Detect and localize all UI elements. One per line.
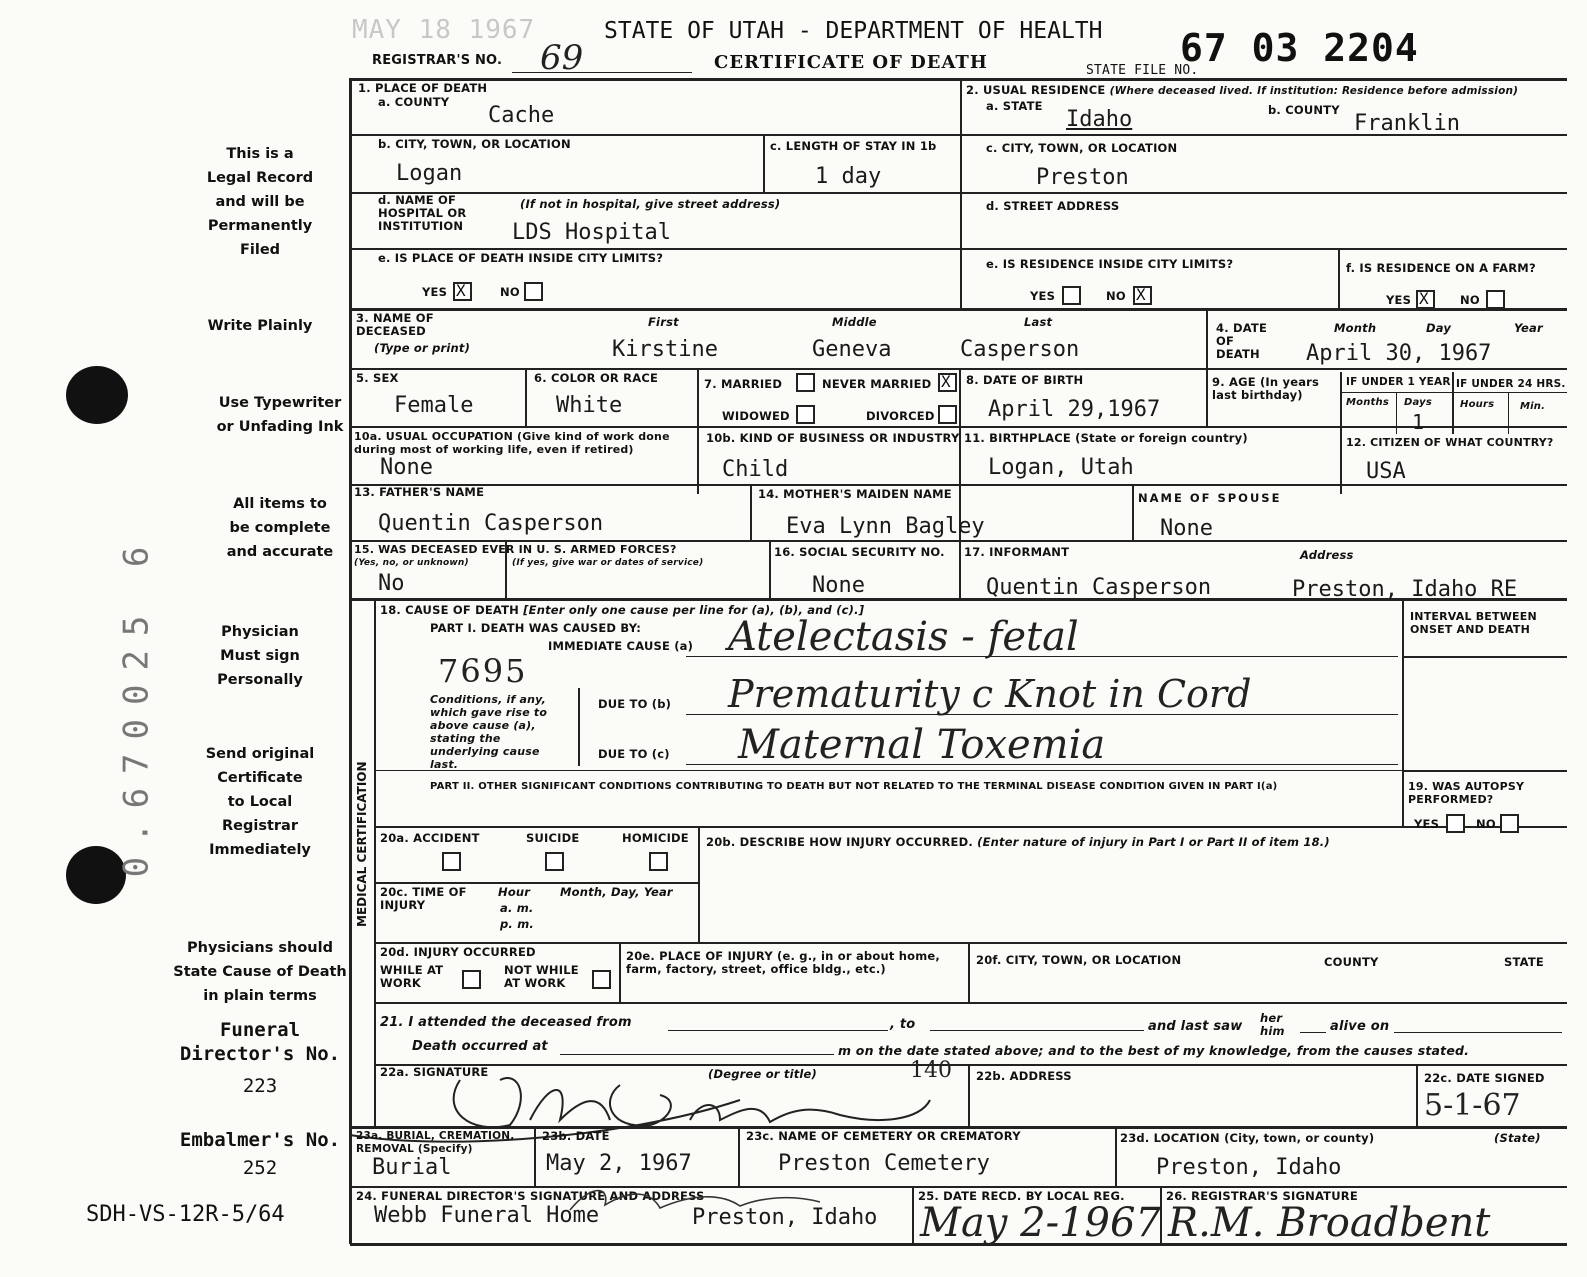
- residence-county-label: b. COUNTY: [1268, 103, 1340, 117]
- medical-certification-label: MEDICAL CERTIFICATION: [355, 761, 369, 927]
- injury-city-label: 20f. CITY, TOWN, OR LOCATION: [976, 953, 1182, 967]
- autopsy-yes-label: YES: [1414, 817, 1440, 831]
- sex-label: 5. SEX: [356, 371, 399, 385]
- last-saw-line: [1300, 1032, 1326, 1033]
- burial-value: Burial: [372, 1155, 452, 1180]
- to-label: , to: [890, 1017, 916, 1032]
- race-value: White: [556, 393, 623, 418]
- usual-residence-label: 2. USUAL RESIDENCE (Where deceased lived. If institution: Residence before admission): [966, 83, 1519, 97]
- cause-a-value: Atelectasis - fetal: [728, 614, 1079, 660]
- embalmer-no-block: Embalmer's No. 252: [179, 1129, 341, 1179]
- injury-state-label: STATE: [1504, 955, 1544, 969]
- city-value: Logan: [396, 161, 463, 186]
- informant-address-label: Address: [1300, 548, 1354, 562]
- date-of-birth-value: April 29,1967: [988, 397, 1161, 422]
- registrar-no: 69: [540, 38, 584, 78]
- mother-value: Eva Lynn Bagley: [786, 514, 985, 539]
- interval-label: INTERVAL BETWEEN ONSET AND DEATH: [1410, 610, 1537, 636]
- signature-address-label: 22b. ADDRESS: [976, 1069, 1072, 1083]
- on-date-label: m on the date stated above; and to the best of my knowledge, from the causes stated.: [838, 1043, 1470, 1058]
- state-file-label: STATE FILE NO.: [1086, 63, 1199, 78]
- first-name-label: First: [648, 315, 679, 329]
- cause-of-death-label: 18. CAUSE OF DEATH [Enter only one cause per line for (a), (b), and (c).]: [380, 603, 865, 617]
- middle-name-value: Geneva: [812, 337, 892, 362]
- cause-b-value: Prematurity c Knot in Cord: [728, 672, 1252, 716]
- suicide-checkbox[interactable]: [545, 852, 564, 871]
- street-address-label: d. STREET ADDRESS: [986, 199, 1120, 213]
- date-of-death-label: 4. DATE OF DEATH: [1216, 321, 1268, 361]
- county-label: a. COUNTY: [378, 95, 450, 109]
- inside-city-limits-label: e. IS PLACE OF DEATH INSIDE CITY LIMITS?: [378, 251, 664, 265]
- county-value: Cache: [488, 103, 555, 128]
- divorced-checkbox[interactable]: [938, 405, 957, 424]
- armed-forces-value: No: [378, 571, 405, 596]
- age-days-value: 1: [1412, 410, 1425, 434]
- due-to-c-label: DUE TO (c): [598, 747, 670, 761]
- state-file-number: 67 03 2204: [1180, 26, 1419, 70]
- typewriter-note: Use Typewriter or Unfading Ink: [216, 395, 344, 435]
- birthplace-value: Logan, Utah: [988, 455, 1134, 480]
- spouse-value: None: [1160, 516, 1213, 541]
- conditions-label: Conditions, if any, which gave rise to above cause (a), stating the underlying cause last.: [430, 693, 548, 771]
- divorced-label: DIVORCED: [866, 409, 935, 423]
- not-while-at-work-checkbox[interactable]: [592, 970, 611, 989]
- funeral-director-signature: [560, 1180, 840, 1220]
- length-of-stay-label: c. LENGTH OF STAY IN 1b: [770, 139, 937, 153]
- pm-label: p. m.: [500, 917, 534, 931]
- vertical-certificate-number: 0.670025 6: [116, 532, 157, 878]
- birthplace-label: 11. BIRTHPLACE (State or foreign country): [964, 431, 1248, 445]
- agency-title: STATE OF UTAH - DEPARTMENT OF HEALTH: [604, 18, 1103, 44]
- last-name-value: Casperson: [960, 337, 1080, 362]
- never-married-checkbox[interactable]: X: [938, 373, 957, 392]
- first-name-value: Kirstine: [612, 337, 718, 362]
- while-at-work-checkbox[interactable]: [462, 970, 481, 989]
- date-of-death-value: April 30, 1967: [1306, 341, 1492, 366]
- death-occurred-label: Death occurred at: [412, 1039, 548, 1054]
- informant-value: Quentin Casperson: [986, 575, 1212, 600]
- married-checkbox[interactable]: [796, 373, 815, 392]
- date-of-birth-label: 8. DATE OF BIRTH: [966, 373, 1084, 387]
- dod-day-label: Day: [1426, 321, 1452, 335]
- while-at-work-label: WHILE AT WORK: [380, 963, 444, 990]
- residence-inside-no-label: NO: [1106, 289, 1126, 303]
- residence-inside-no-checkbox[interactable]: X: [1133, 286, 1152, 305]
- degree-number: 140: [910, 1058, 952, 1083]
- residence-city-label: c. CITY, TOWN, OR LOCATION: [986, 141, 1178, 155]
- date-signed-value: 5-1-67: [1424, 1088, 1521, 1123]
- accident-checkbox[interactable]: [442, 852, 461, 871]
- alive-on-line: [1394, 1032, 1562, 1033]
- place-inside-yes-label: YES: [422, 285, 448, 299]
- business-label: 10b. KIND OF BUSINESS OR INDUSTRY: [706, 431, 960, 445]
- burial-date-value: May 2, 1967: [546, 1151, 692, 1176]
- ssn-label: 16. SOCIAL SECURITY NO.: [774, 545, 945, 559]
- physicians-should-note: Physicians should State Cause of Death in plain terms: [173, 940, 347, 1004]
- injury-county-label: COUNTY: [1324, 955, 1379, 969]
- hour-label: Hour: [498, 885, 531, 899]
- under-24-label: IF UNDER 24 HRS.: [1456, 378, 1566, 390]
- homicide-checkbox[interactable]: [649, 852, 668, 871]
- burial-date-label: 23b. DATE: [542, 1129, 610, 1143]
- due-to-b-label: DUE TO (b): [598, 697, 672, 711]
- business-value: Child: [722, 457, 789, 482]
- city-label: b. CITY, TOWN, OR LOCATION: [378, 137, 571, 151]
- funeral-director-label: 24. FUNERAL DIRECTOR'S SIGNATURE AND ADDRESS: [356, 1189, 705, 1203]
- type-or-print-label: (Type or print): [374, 341, 471, 355]
- age-label: 9. AGE (In years last birthday): [1212, 375, 1320, 402]
- certificate-title: CERTIFICATE OF DEATH: [714, 52, 988, 73]
- occupation-value: None: [380, 455, 433, 480]
- residence-inside-limits-label: e. IS RESIDENCE INSIDE CITY LIMITS?: [986, 257, 1234, 271]
- sex-value: Female: [394, 393, 474, 418]
- physician-note: Physician Must sign Personally: [217, 624, 303, 688]
- farm-yes-label: YES: [1386, 293, 1412, 307]
- citizen-value: USA: [1366, 459, 1406, 484]
- accident-label: 20a. ACCIDENT: [380, 831, 480, 845]
- margin-code: 7695: [438, 652, 528, 690]
- autopsy-no-label: NO: [1476, 817, 1496, 831]
- cemetery-label: 23c. NAME OF CEMETERY OR CREMATORY: [746, 1129, 1021, 1143]
- burial-label: 23a. BURIAL, CREMATION, REMOVAL (Specify): [356, 1130, 515, 1155]
- legal-record-note: This is a Legal Record and will be Permanently Filed: [206, 146, 314, 258]
- residence-inside-yes-label: YES: [1030, 289, 1056, 303]
- farm-label: f. IS RESIDENCE ON A FARM?: [1346, 261, 1536, 275]
- date-signed-label: 22c. DATE SIGNED: [1424, 1071, 1545, 1085]
- homicide-label: HOMICIDE: [622, 831, 689, 845]
- widowed-label: WIDOWED: [722, 409, 790, 423]
- injury-occurred-label: 20d. INJURY OCCURRED: [380, 945, 536, 959]
- location-state-label: (State): [1494, 1131, 1541, 1145]
- dod-year-label: Year: [1514, 321, 1543, 335]
- conditions-bracket: [578, 688, 580, 766]
- registrar-signature-value: R.M. Broadbent: [1168, 1200, 1491, 1246]
- send-original-note: Send original Certificate to Local Registrar Immediately: [205, 746, 315, 858]
- registrar-no-label: REGISTRAR'S NO.: [372, 53, 503, 68]
- location-label: 23d. LOCATION (City, town, or county): [1120, 1131, 1375, 1145]
- residence-inside-yes-checkbox[interactable]: [1062, 286, 1081, 305]
- date-received-label: 25. DATE RECD. BY LOCAL REG.: [918, 1189, 1125, 1203]
- under-1-year-label: IF UNDER 1 YEAR: [1346, 376, 1451, 388]
- funeral-director-no-block: Funeral Director's No. 223: [179, 1019, 341, 1097]
- widowed-checkbox[interactable]: [796, 405, 815, 424]
- funeral-city-value: Preston, Idaho: [692, 1205, 878, 1230]
- registrar-no-underline: [512, 72, 692, 73]
- autopsy-yes-checkbox[interactable]: [1446, 814, 1465, 833]
- length-of-stay-value: 1 day: [815, 164, 882, 189]
- armed-note-2: (If yes, give war or dates of service): [512, 558, 704, 568]
- hours-label: Hours: [1460, 399, 1495, 410]
- date-received-value: May 2-1967: [920, 1200, 1161, 1246]
- min-label: Min.: [1520, 401, 1546, 412]
- part-2-label: PART II. OTHER SIGNIFICANT CONDITIONS CONTRIBUTING TO DEATH BUT NOT RELATED TO THE TERMINAL DISEASE CONDITION GIVEN IN PART I(a): [430, 781, 1278, 792]
- citizen-label: 12. CITIZEN OF WHAT COUNTRY?: [1346, 436, 1554, 449]
- hospital-value: LDS Hospital: [512, 220, 671, 245]
- alive-on-label: alive on: [1330, 1019, 1390, 1034]
- last-saw-label: and last saw: [1148, 1019, 1243, 1034]
- complete-note: All items to be complete and accurate: [226, 496, 334, 560]
- days-label: Days: [1404, 397, 1433, 408]
- months-label: Months: [1346, 397, 1389, 408]
- autopsy-label: 19. WAS AUTOPSY PERFORMED?: [1408, 780, 1525, 806]
- funeral-home-value: Webb Funeral Home: [374, 1203, 600, 1228]
- location-value: Preston, Idaho: [1156, 1155, 1342, 1180]
- attended-label: 21. I attended the deceased from: [380, 1015, 632, 1030]
- received-stamp: MAY 18 1967: [352, 15, 536, 45]
- am-label: a. m.: [500, 901, 534, 915]
- armed-note-1: (Yes, no, or unknown): [354, 558, 469, 568]
- occupation-label: 10a. USUAL OCCUPATION (Give kind of work done during most of working life, even if retired): [354, 430, 670, 456]
- name-of-deceased-label: 3. NAME OF DECEASED: [356, 311, 434, 338]
- immediate-cause-label: IMMEDIATE CAUSE (a): [548, 639, 694, 653]
- last-name-label: Last: [1024, 315, 1053, 329]
- degree-label: (Degree or title): [708, 1067, 818, 1081]
- farm-yes-checkbox[interactable]: X: [1416, 290, 1435, 309]
- write-plainly-note: Write Plainly: [207, 318, 313, 334]
- armed-forces-label: 15. WAS DECEASED EVER IN U. S. ARMED FORCES?: [354, 543, 677, 556]
- middle-name-label: Middle: [832, 315, 877, 329]
- cemetery-value: Preston Cemetery: [778, 1151, 990, 1176]
- injury-description-label: 20b. DESCRIBE HOW INJURY OCCURRED. (Enter nature of injury in Part I or Part II of item 18.): [706, 835, 1330, 849]
- signature-label: 22a. SIGNATURE: [380, 1065, 489, 1079]
- mother-label: 14. MOTHER'S MAIDEN NAME: [758, 487, 952, 501]
- her-him-label: her him: [1260, 1011, 1285, 1038]
- race-label: 6. COLOR OR RACE: [534, 371, 659, 385]
- ssn-value: None: [812, 573, 865, 598]
- dod-month-label: Month: [1334, 321, 1377, 335]
- not-while-at-work-label: NOT WHILE AT WORK: [504, 963, 579, 990]
- place-of-injury-label: 20e. PLACE OF INJURY (e. g., in or about home, farm, factory, street, office bldg., etc.): [626, 949, 940, 976]
- residence-city-value: Preston: [1036, 165, 1129, 190]
- place-inside-no-checkbox[interactable]: [524, 282, 543, 301]
- spouse-label: NAME OF SPOUSE: [1138, 491, 1282, 505]
- never-married-label: NEVER MARRIED: [822, 377, 932, 391]
- form-number: SDH-VS-12R-5/64: [86, 1202, 285, 1227]
- hospital-note: (If not in hospital, give street address): [520, 197, 781, 211]
- injury-mdy-label: Month, Day, Year: [560, 885, 673, 899]
- registrar-signature-label: 26. REGISTRAR'S SIGNATURE: [1166, 1189, 1358, 1203]
- farm-no-label: NO: [1460, 293, 1480, 307]
- place-inside-yes-checkbox[interactable]: X: [453, 282, 472, 301]
- place-of-death-label: 1. PLACE OF DEATH: [358, 81, 488, 95]
- attended-to-line: [930, 1030, 1144, 1031]
- hospital-label: d. NAME OF HOSPITAL OR INSTITUTION: [378, 193, 467, 233]
- autopsy-no-checkbox[interactable]: [1500, 814, 1519, 833]
- farm-no-checkbox[interactable]: [1486, 290, 1505, 309]
- part-1-label: PART I. DEATH WAS CAUSED BY:: [430, 621, 642, 635]
- suicide-label: SUICIDE: [526, 831, 580, 845]
- father-label: 13. FATHER'S NAME: [354, 485, 485, 499]
- cause-c-value: Maternal Toxemia: [738, 722, 1106, 768]
- informant-label: 17. INFORMANT: [964, 545, 1070, 559]
- informant-address-value: Preston, Idaho RE: [1292, 577, 1518, 602]
- state-label: a. STATE: [986, 99, 1043, 113]
- time-of-injury-label: 20c. TIME OF INJURY: [380, 885, 467, 912]
- residence-county-value: Franklin: [1354, 111, 1460, 136]
- married-label: 7. MARRIED: [704, 377, 783, 391]
- place-inside-no-label: NO: [500, 285, 520, 299]
- punch-hole-top: [66, 366, 128, 424]
- attended-from-line: [668, 1030, 888, 1031]
- father-value: Quentin Casperson: [378, 511, 604, 536]
- residence-state-value: Idaho: [1066, 107, 1133, 132]
